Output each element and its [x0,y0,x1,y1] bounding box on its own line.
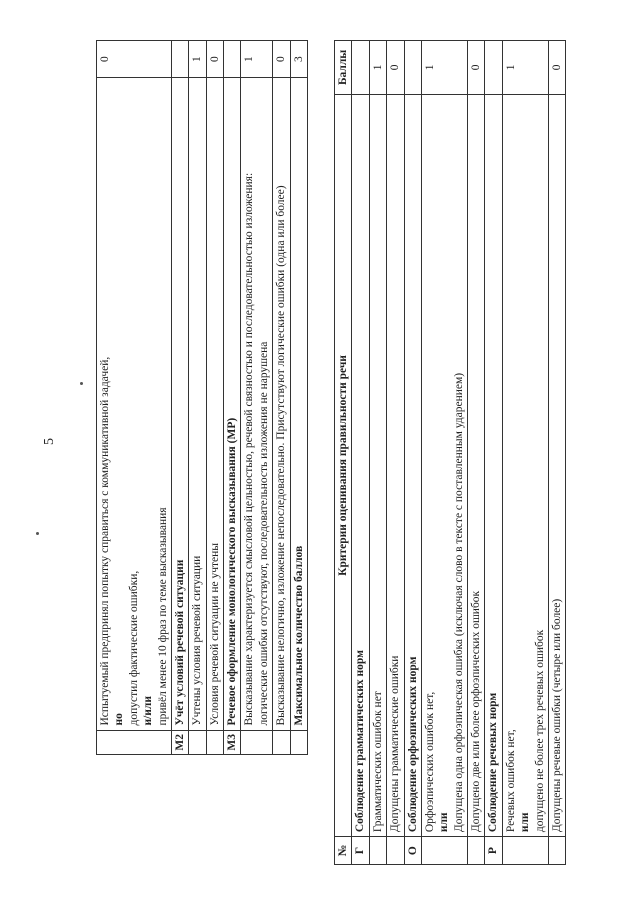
criterion-line: Высказывание характеризуется смысловой цельностью, речевой связностью и последовательностью изложения: [243,172,256,726]
row-points: 0 [97,41,172,78]
header-points: Баллы [335,41,352,95]
criteria-table-speech-correctness [334,40,566,865]
row-criterion [421,94,467,836]
criterion-line: допущено не более трех речевых ошибок [533,629,546,833]
table-row [241,41,273,755]
row-criterion [241,78,273,730]
criterion-line: но [113,713,126,726]
row-code [273,730,290,754]
row-points: 0 [387,41,404,95]
row-criterion [290,78,307,730]
row-criterion [171,78,188,730]
criterion-line: Допущена одна орфоэпическая ошибка (исключая слово в тексте с поставленным ударением) [452,372,465,833]
row-criterion [369,94,386,836]
criteria-table-monologue [96,40,308,755]
table-row [468,41,485,865]
row-criterion [224,78,241,730]
row-points [171,41,188,78]
criterion-line: Условия речевой ситуации не учтены [208,542,221,726]
scan-speck [80,382,83,385]
row-points: 1 [421,41,467,95]
criterion-line: логические ошибки отсутствуют, последовательность изложения не нарушена [257,341,270,726]
header-criteria: Критерии оценивания правильности речи [335,94,352,836]
table-row [421,41,467,865]
criterion-line: допустил фактические ошибки, [127,570,140,726]
row-code [502,837,548,865]
criterion-line: Орфоэпических ошибок нет, [423,691,436,833]
row-points: 1 [502,41,548,95]
row-points [224,41,241,78]
criterion-line: Речевых ошибок нет, [504,729,517,833]
row-points: 1 [241,41,273,78]
scan-speck [36,532,39,535]
row-criterion [352,94,369,836]
row-points: 0 [468,41,485,95]
row-code [387,837,404,865]
table-row [548,41,565,865]
criterion-line: Допущено две или более орфоэпических ошибок [470,590,482,833]
criterion-line: Соблюдение грамматических норм [354,650,367,833]
row-points [404,41,421,95]
criterion-line: Учёт условий речевой ситуации [173,559,186,726]
table-row [352,41,369,865]
row-code: Г [352,837,369,865]
row-points: 1 [189,41,206,78]
table-row [290,41,307,755]
row-code [421,837,467,865]
criterion-line: Соблюдение речевых норм [487,692,500,833]
row-points: 3 [290,41,307,78]
table-header-row [335,41,352,865]
row-code [206,730,223,754]
page-number: 5 [42,438,57,445]
row-criterion [273,78,290,730]
table-row [273,41,290,755]
criterion-line: Испытуемый предпринял попытку справиться с коммуникативной задачей, [99,356,111,726]
criteria-table-speech-correctness-body [335,41,566,865]
table-row [369,41,386,865]
row-criterion [97,78,172,730]
criterion-line: Допущены грамматические ошибки [389,655,402,833]
row-points [485,41,502,95]
row-points [352,41,369,95]
row-criterion [548,94,565,836]
criterion-line: и/или [142,696,155,726]
row-code: Р [485,837,502,865]
criteria-table-monologue-body [97,41,308,755]
criterion-line: или [519,812,532,833]
row-code [548,837,565,865]
row-criterion [387,94,404,836]
table-row [97,41,172,755]
table-row [189,41,206,755]
table-row [502,41,548,865]
row-criterion [485,94,502,836]
criterion-line: Допущены речевые ошибки (четыре или более) [550,598,563,833]
criterion-line: или [438,812,451,833]
row-criterion [468,94,485,836]
row-points: 1 [369,41,386,95]
criterion-line: Грамматических ошибок нет [371,691,384,833]
table-row [485,41,502,865]
row-code [290,730,307,754]
row-code: М3 [224,730,241,754]
row-code: О [404,837,421,865]
row-criterion [502,94,548,836]
row-points: 0 [273,41,290,78]
row-points: 0 [548,41,565,95]
row-criterion [206,78,223,730]
table-row [224,41,241,755]
row-code [369,837,386,865]
row-code [189,730,206,754]
table-row [387,41,404,865]
criterion-line: Высказывание нелогично, изложение непоследовательно. Присутствуют логические ошибки (одна или более) [275,185,288,726]
criterion-line: Максимальное количество баллов [292,545,305,726]
header-number: № [335,837,352,865]
criterion-line: Соблюдение орфоэпических норм [406,656,419,833]
criterion-line: Учтены условия речевой ситуации [191,555,204,726]
criterion-line: привёл менее 10 фраз по теме высказывания [156,507,169,726]
row-code [97,730,172,754]
row-criterion [404,94,421,836]
table-row [206,41,223,755]
row-code [468,837,485,865]
table-row [404,41,421,865]
row-code [241,730,273,754]
criterion-line: Речевое оформление монологического высказывания (МР) [226,417,238,726]
row-code: М2 [171,730,188,754]
row-criterion [189,78,206,730]
row-points: 0 [206,41,223,78]
table-row [171,41,188,755]
